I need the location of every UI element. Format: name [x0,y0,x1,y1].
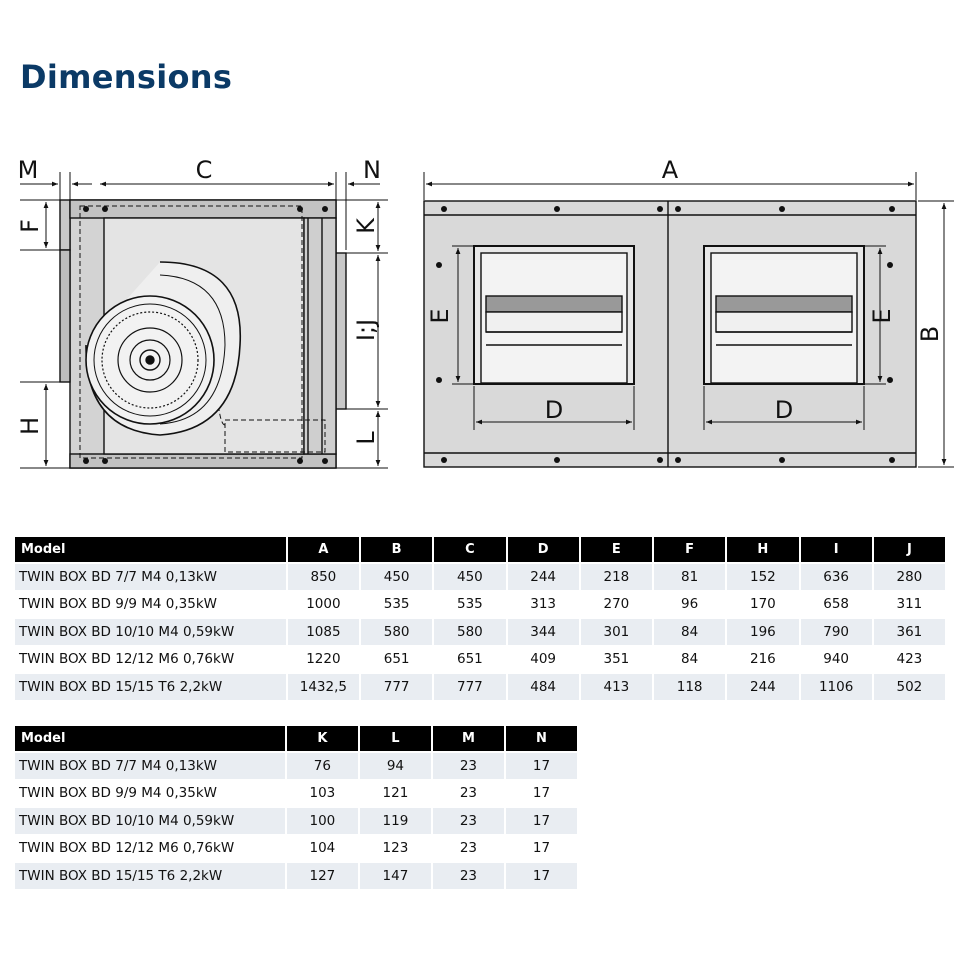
column-header-m: M [433,726,504,751]
value-cell: 351 [581,647,652,673]
table-row [15,781,577,807]
value-cell: 777 [434,674,505,700]
label-m: M [17,156,39,184]
value-cell: 216 [727,647,798,673]
table-row [15,836,577,862]
value-cell: 17 [506,808,577,834]
value-cell: 535 [434,592,505,618]
table-row [15,808,577,834]
model-cell: TWIN BOX BD 10/10 M4 0,59kW [15,808,285,834]
table-row [15,753,577,779]
model-cell: TWIN BOX BD 15/15 T6 2,2kW [15,674,286,700]
column-header-b: B [361,537,432,562]
model-cell: TWIN BOX BD 9/9 M4 0,35kW [15,781,285,807]
value-cell: 118 [654,674,725,700]
column-header-l: L [360,726,431,751]
value-cell: 1220 [288,647,359,673]
value-cell: 940 [801,647,872,673]
column-header-k: K [287,726,358,751]
side-view-drawing [60,200,346,468]
table-row [15,674,945,700]
label-e-right: E [868,308,896,324]
value-cell: 147 [360,863,431,889]
column-header-model: Model [15,537,286,562]
label-h: H [16,416,44,436]
value-cell: 23 [433,808,504,834]
value-cell: 484 [508,674,579,700]
table-row [15,619,945,645]
table-header-row [15,537,945,562]
value-cell: 218 [581,564,652,590]
value-cell: 1432,5 [288,674,359,700]
column-header-d: D [508,537,579,562]
value-cell: 1000 [288,592,359,618]
column-header-a: A [288,537,359,562]
label-a: A [661,156,679,184]
value-cell: 123 [360,836,431,862]
value-cell: 244 [727,674,798,700]
value-cell: 119 [360,808,431,834]
value-cell: 311 [874,592,945,618]
value-cell: 76 [287,753,358,779]
table-row [15,647,945,673]
value-cell: 580 [434,619,505,645]
value-cell: 121 [360,781,431,807]
value-cell: 413 [581,674,652,700]
model-cell: TWIN BOX BD 9/9 M4 0,35kW [15,592,286,618]
value-cell: 196 [727,619,798,645]
front-view-drawing [424,201,916,467]
value-cell: 280 [874,564,945,590]
column-header-f: F [654,537,725,562]
column-header-c: C [434,537,505,562]
value-cell: 409 [508,647,579,673]
value-cell: 777 [361,674,432,700]
value-cell: 81 [654,564,725,590]
label-k: K [352,218,380,234]
value-cell: 450 [434,564,505,590]
value-cell: 23 [433,836,504,862]
model-cell: TWIN BOX BD 7/7 M4 0,13kW [15,753,285,779]
column-header-i: I [801,537,872,562]
value-cell: 344 [508,619,579,645]
table-row [15,863,577,889]
value-cell: 502 [874,674,945,700]
page-title: Dimensions [20,58,233,96]
value-cell: 423 [874,647,945,673]
column-header-h: H [727,537,798,562]
model-cell: TWIN BOX BD 12/12 M6 0,76kW [15,647,286,673]
value-cell: 270 [581,592,652,618]
column-header-n: N [506,726,577,751]
value-cell: 170 [727,592,798,618]
value-cell: 636 [801,564,872,590]
label-e-left: E [426,308,454,324]
value-cell: 84 [654,619,725,645]
value-cell: 23 [433,753,504,779]
value-cell: 313 [508,592,579,618]
table-row [15,564,945,590]
model-cell: TWIN BOX BD 12/12 M6 0,76kW [15,836,285,862]
dimensions-table-main [13,535,947,702]
value-cell: 450 [361,564,432,590]
value-cell: 850 [288,564,359,590]
label-i-j: I;J [352,318,380,342]
value-cell: 651 [361,647,432,673]
model-cell: TWIN BOX BD 10/10 M4 0,59kW [15,619,286,645]
value-cell: 790 [801,619,872,645]
value-cell: 580 [361,619,432,645]
value-cell: 104 [287,836,358,862]
dimensions-table-second [13,724,579,891]
value-cell: 23 [433,863,504,889]
column-header-j: J [874,537,945,562]
value-cell: 301 [581,619,652,645]
value-cell: 17 [506,753,577,779]
label-d-right: D [774,396,794,424]
label-n: N [363,156,381,184]
table-header-row [15,726,577,751]
model-cell: TWIN BOX BD 7/7 M4 0,13kW [15,564,286,590]
label-c: C [195,156,213,184]
value-cell: 127 [287,863,358,889]
value-cell: 361 [874,619,945,645]
value-cell: 152 [727,564,798,590]
value-cell: 84 [654,647,725,673]
value-cell: 1106 [801,674,872,700]
model-cell: TWIN BOX BD 15/15 T6 2,2kW [15,863,285,889]
label-b: B [916,325,944,343]
value-cell: 23 [433,781,504,807]
label-f: F [16,219,44,233]
value-cell: 658 [801,592,872,618]
column-header-e: E [581,537,652,562]
column-header-model: Model [15,726,285,751]
value-cell: 96 [654,592,725,618]
table-row [15,592,945,618]
label-d-left: D [544,396,564,424]
value-cell: 244 [508,564,579,590]
value-cell: 535 [361,592,432,618]
value-cell: 17 [506,781,577,807]
value-cell: 94 [360,753,431,779]
dimension-drawings [0,150,960,480]
value-cell: 103 [287,781,358,807]
value-cell: 17 [506,863,577,889]
value-cell: 1085 [288,619,359,645]
value-cell: 100 [287,808,358,834]
value-cell: 17 [506,836,577,862]
value-cell: 651 [434,647,505,673]
label-l: L [352,431,380,445]
